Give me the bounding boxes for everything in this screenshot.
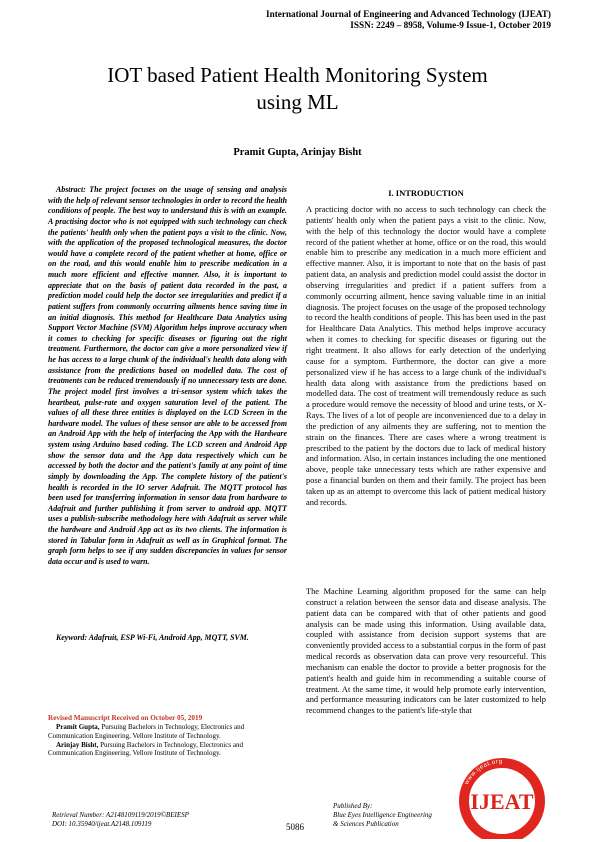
publisher-line-1: Blue Eyes Intelligence Engineering (333, 810, 432, 819)
authors: Pramit Gupta, Arinjay Bisht (233, 147, 362, 158)
paper-title (0, 62, 595, 116)
author-bios (48, 723, 288, 758)
publisher-info (333, 802, 432, 828)
revised-manuscript-note: Revised Manuscript Received on October 05, 2019 (48, 714, 203, 722)
retrieval-number: Retrieval Number: A2148109119/2019©BEIESP (52, 811, 189, 819)
bio-2-name: Arinjay Bisht, (56, 740, 99, 749)
bio-1-text: Pursuing Bachelors in Technology, Electronics and Communication Engineering, Vellore Institute of Technology. (48, 723, 245, 740)
bio-2-text: Pursuing Bachelors in Technology, Electronics and Communication Engineering, Vellore Institute of Technology. (48, 740, 243, 758)
journal-issn: ISSN: 2249 – 8958, Volume-9 Issue-1, October 2019 (350, 20, 551, 30)
publisher-line-2: & Sciences Publication (333, 819, 399, 828)
logo-ring-text: www.ijeat.org (464, 758, 503, 786)
title-line-2: using ML (256, 90, 339, 114)
author-bio-2 (48, 741, 288, 759)
abstract: Abstract: The project focuses on the usage of sensing and analysis with the help of relevant sensor technologies in order to record the health conditions of people. The best way to understand this is with an example. A practising doctor who is not equipped with such technology can check the patients' health only when the patient pays a visit to the clinic. Now, with the application of the proposed technological measures, the doctor would have a complete record of the patient whether at home, office or on the road, and this would enable him to prescribe medication in a much more efficient and effective manner. Also, it is important to appreciate that on the basis of patient data recorded in the past, a prediction model could help the doctor see irregularities and predict if a patient suffers from commonly occurring ailments hence saving time in an initial diagnosis. This method for Healthcare Data Analytics using Support Vector Machine (SVM) Algorithm helps improve accuracy when it comes to checking for specific diseases or figuring out the right treatment. Furthermore, the doctor can give a more personalized view if he has access to a large chunk of the individual's health data along with assistance from the predictions based on modelled data. The cost of treatments can be reduced tremendously if no unnecessary tests are done. The project model first involves a tri-sensor system which takes the heartbeat, pulse-rate and oxygen saturation level of the patient. The values of all these three entities is displayed on the LCD Screen in the hardware model. The values of these sensor are able to be accessed from an Android App with the help of interfacing the App with the Hardware system using Arduino based coding. The LCD screen and Android App show the sensor data and the App data respectively which can be accessed by both the doctor and the patient's family at any point of time simply by downloading the App. The complete history of the patient's health is recorded in the IO server Adafruit. The MQTT protocol has been used for transferring information in sensor data from hardware to Adafruit and further publishing it from server to android app. MQTT uses a publish-subscribe methodology here with Adafruit as server while the hardware and Android App act as its two clients. The information is stored in Tabular form in Adafruit as well as in Graphical format. The graph form helps to see if any sudden discrepancies in values for sensor data occur and is used to warn. (48, 185, 287, 566)
logo-text: IJEAT (470, 789, 534, 814)
page-number: 5086 (286, 822, 304, 832)
title-line-1: IOT based Patient Health Monitoring System (107, 63, 488, 87)
section-heading-introduction: I. INTRODUCTION (388, 188, 464, 198)
intro-paragraph-2: The Machine Learning algorithm proposed for the same can help construct a relation between the sensor data and disease analysis. The patient data can be compared with that of other patients and good analysis can be made using this information. Using available data, coupled with assistance from decision support systems that are conveniently provided access to a substantial corpus in the form of past medical records as observation data can prove very resourceful. This mechanism can enable the doctor to provide a better prognosis for the patient's health and guide him in recommending a suitable course of treatment. At the same time, it would help promote early intervention, and performance measuring indicators can be later customized to help recommend changes to the patient's life-style that (306, 587, 546, 716)
bio-1-name: Pramit Gupta, (56, 723, 100, 731)
keywords: Keyword: Adafruit, ESP Wi-Fi, Android App, MQTT, SVM. (56, 633, 249, 642)
author-bio-1 (48, 723, 288, 741)
journal-name: International Journal of Engineering and Advanced Technology (IJEAT) (266, 9, 551, 19)
footer-retrieval-info (52, 811, 189, 829)
ijeat-logo-icon (446, 757, 556, 839)
published-by-label: Published By: (333, 802, 373, 810)
journal-header (266, 9, 551, 31)
intro-paragraph-1: A practicing doctor with no access to such technology can check the patients' health only when the patient pays a visit to the clinic. Now, with the help of this technology the doctor would have a complete record of the patient whether at home, office or on the road, this would enable him to prescribe any medication in a much more efficient and effective manner. Also, it is important to note that on the basis of past patient data, an analysis and prediction model could assist the doctor in observing irregularities and predict if a patient suffers from a commonly occurring ailment, hence saving valuable time in an initial diagnosis. The project focuses on the usage of the proposed technology to record the health conditions of people. This has been used in the past for Healthcare Data Analytics. This method helps improve accuracy when it comes to checking for specific diseases or figuring out the right treatment. It also allows for early detection of the underlying cause for a symptom. Furthermore, the doctor can give a more personalized view if he has access to a large chunk of the individual's health data along with assistance from the predictions based on modelled data. The cost of treatment will tremendously reduce as such a procedure would remove the necessity of blood and urine tests, or X-Rays. The lives of a lot of people are inconvenienced due to a delay in the prediction of any ailments they are suffering, not to mention the strain on the finances. There are cases where a wrong treatment is prescribed to the patient by the doctors due to lack of medical history and information. Also, in certain instances including the one mentioned above, people take unnecessary tests which are rather expensive and pose a financial burden on them and their family. The project has been taken up as an attempt to overcome this lack of patient medical history and records. (306, 205, 546, 507)
doi: DOI: 10.35940/ijeat.A2148.109119 (52, 820, 152, 828)
